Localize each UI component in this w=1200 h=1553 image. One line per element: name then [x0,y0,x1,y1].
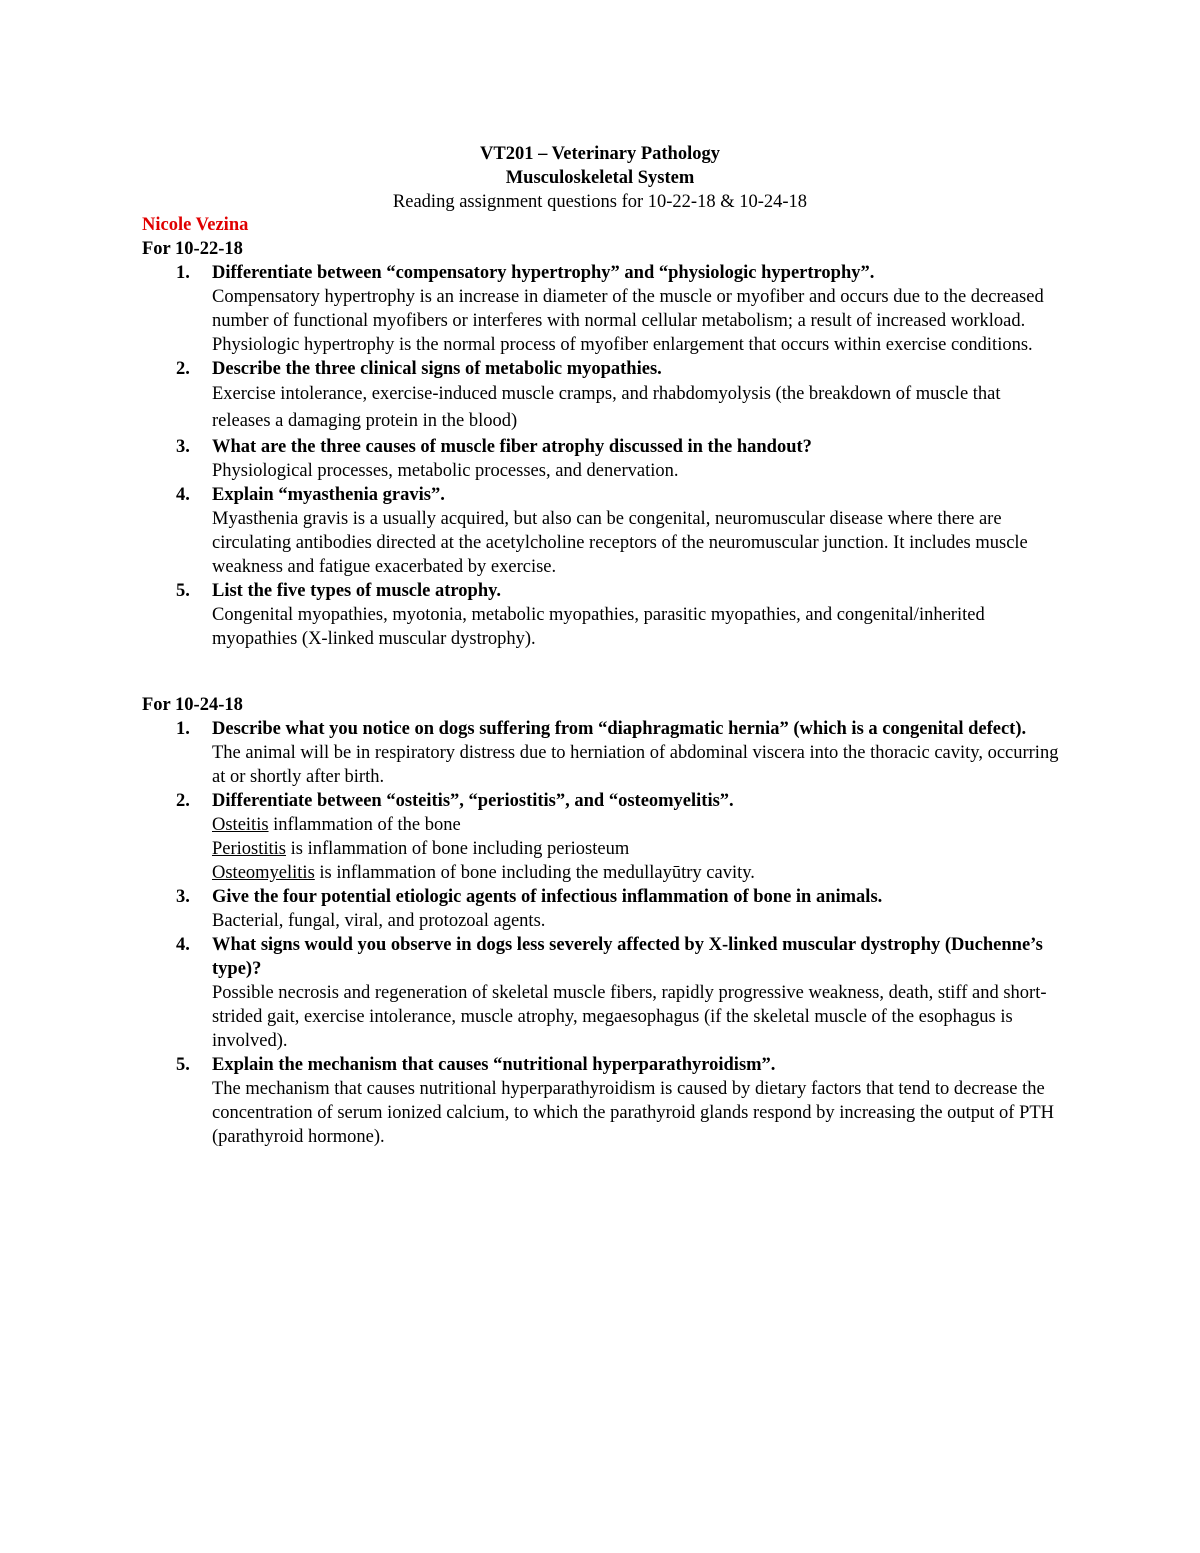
definition-line [212,813,1062,837]
question-number: 2. [176,359,190,379]
answer-text: Physiological processes, metabolic processes, and denervation. [212,461,679,481]
question-text: Describe the three clinical signs of metabolic myopathies. [212,359,662,379]
question-item [142,933,1062,1053]
question-item [142,357,1062,435]
question-number: 4. [176,935,190,955]
term-periostitis: Periostitis [212,839,287,859]
answer-text: The animal will be in respiratory distress due to herniation of abdominal viscera into the thoracic cavity, occurring at or shortly after birth. [212,743,1059,787]
assignment-subtitle: Reading assignment questions for 10-22-18 & 10-24-18 [392,192,808,212]
question-item [142,1053,1062,1149]
term-osteitis: Osteitis [212,815,269,835]
definition-text: is inflammation of bone including periosteum [286,839,630,859]
answer-text: Exercise intolerance, exercise-induced muscle cramps, and rhabdomyolysis (the breakdown of muscle that releases a damaging protein in the blood) [212,384,1001,431]
question-number: 1. [176,263,190,283]
question-number: 1. [176,719,190,739]
question-number: 5. [176,1055,190,1075]
definition-line [212,837,1062,861]
question-text: Differentiate between “compensatory hypertrophy” and “physiologic hypertrophy”. [212,263,875,283]
answer-text: Possible necrosis and regeneration of skeletal muscle fibers, rapidly progressive weakness, death, stiff and short-strided gait, exercise intolerance, muscle atrophy, megaesophagus (if the skeletal muscle of the esophagus is involved). [212,983,1047,1051]
answer-text: Myasthenia gravis is a usually acquired, but also can be congenital, neuromuscular disease where there are circulating antibodies directed at the acetylcholine receptors of the neuromuscular junction. It includes muscle weakness and fatigue exacerbated by exercise. [212,509,1028,577]
answer-text: The mechanism that causes nutritional hyperparathyroidism is caused by dietary factors that tend to decrease the concentration of serum ionized calcium, to which the parathyroid glands respond by increasing the output of PTH (parathyroid hormone). [212,1079,1055,1147]
author-name: Nicole Vezina [142,215,249,235]
question-list-1 [142,261,1062,651]
question-text: Give the four potential etiologic agents of infectious inflammation of bone in animals. [212,887,883,907]
course-title: VT201 – Veterinary Pathology [480,144,720,164]
question-item [142,717,1062,789]
question-item [142,261,1062,357]
document-header [0,142,1200,214]
answer-text: Bacterial, fungal, viral, and protozoal agents. [212,911,546,931]
question-text: Differentiate between “osteitis”, “periostitis”, and “osteomyelitis”. [212,791,734,811]
question-item [142,579,1062,651]
question-text: Explain “myasthenia gravis”. [212,485,445,505]
definition-text: inflammation of the bone [268,815,461,835]
question-number: 5. [176,581,190,601]
definition-line [212,861,1062,885]
question-text: What signs would you observe in dogs less severely affected by X-linked muscular dystrophy (Duchenne’s type)? [212,935,1043,979]
question-number: 3. [176,887,190,907]
question-number: 2. [176,791,190,811]
question-text: What are the three causes of muscle fiber atrophy discussed in the handout? [212,437,812,457]
question-number: 3. [176,437,190,457]
term-osteomyelitis: Osteomyelitis [212,863,315,883]
answer-text: Congenital myopathies, myotonia, metabolic myopathies, parasitic myopathies, and congenital/inherited myopathies (X-linked muscular dystrophy). [212,605,985,649]
question-text: Describe what you notice on dogs suffering from “diaphragmatic hernia” (which is a congenital defect). [212,719,1027,739]
question-item [142,885,1062,933]
section-title-1: For 10-22-18 [142,239,243,259]
question-item [142,483,1062,579]
question-item [142,435,1062,483]
definition-text: is inflammation of bone including the medullayūtry cavity. [314,863,755,883]
topic-title: Musculoskeletal System [505,168,695,188]
question-number: 4. [176,485,190,505]
answer-text: Compensatory hypertrophy is an increase in diameter of the muscle or myofiber and occurs due to the decreased number of functional myofibers or interferes with normal cellular metabolism; a result of increased workload. Physiologic hypertrophy is the normal process of myofiber enlargement that occurs within exercise conditions. [212,287,1044,355]
question-item [142,789,1062,885]
question-text: Explain the mechanism that causes “nutritional hyperparathyroidism”. [212,1055,776,1075]
question-text: List the five types of muscle atrophy. [212,581,501,601]
question-list-2 [142,717,1062,1149]
section-title-2: For 10-24-18 [142,695,243,715]
